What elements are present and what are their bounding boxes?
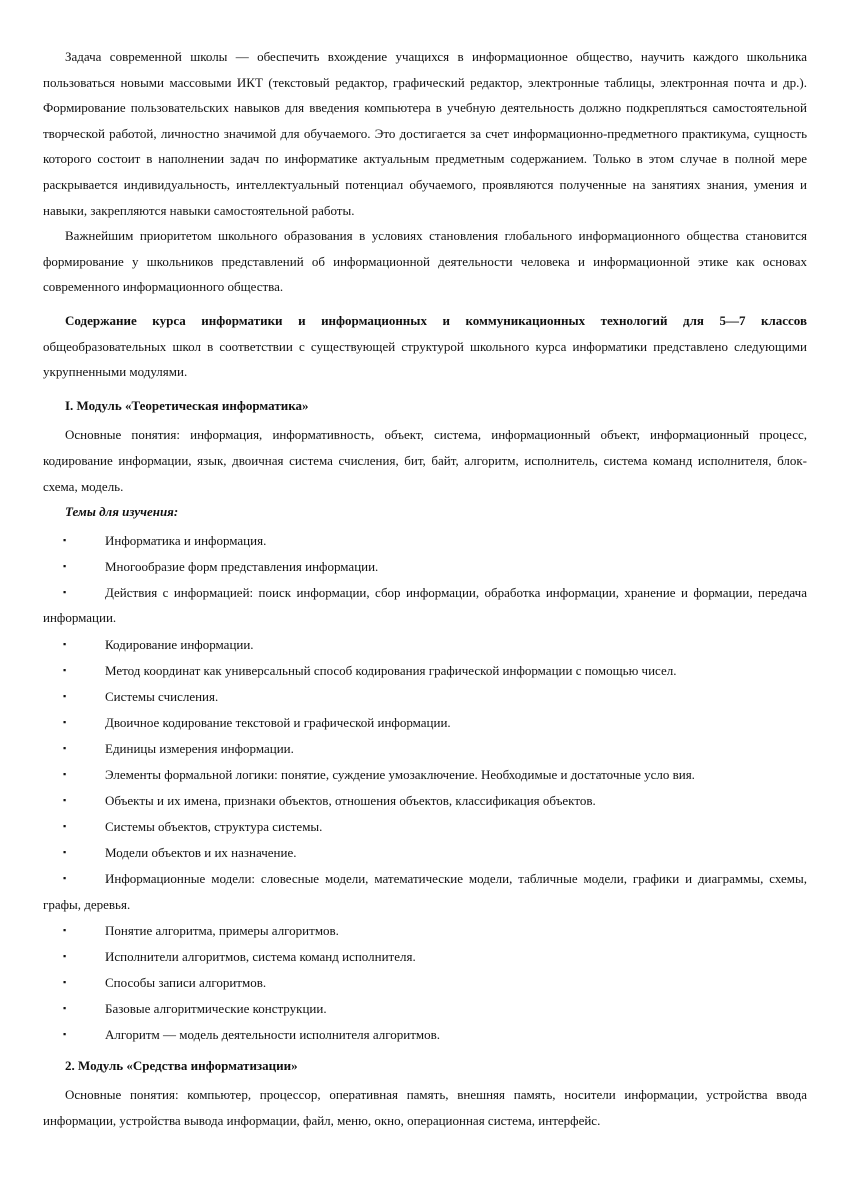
topic-list-item <box>43 658 807 684</box>
topic-text: Метод координат как универсальный способ кодирования графической информации с помощью чисел. <box>105 662 677 678</box>
bullet-icon: ▪ <box>63 951 67 962</box>
module1-topic-list <box>43 528 807 1048</box>
module2-concepts: Основные понятия: компьютер, процессор, оперативная память, внешняя память, носители информации, устройства ввода информации, устройства вывода информации, файл, меню, окно, операционная система, интерфейс. <box>43 1087 807 1128</box>
topic-text: Модели объектов и их назначение. <box>105 845 297 861</box>
bullet-icon: ▪ <box>63 977 67 988</box>
intro-paragraph-1: Задача современной школы — обеспечить вхождение учащихся в информационное общество, научить каждого школьника пользоваться новыми массовыми ИКТ (текстовый редактор, графический редактор, электронные таблицы, электронная почта и др.). Формирование пользовательских навыков для введения компьютера в учебную деятельность должно подкрепляться самостоятельной творческой работой, личностно значимой для обучаемого. Это достигается за счет информационно-предметного практикума, сущность которого состоит в наполнении задач по информатике актуальным предметным содержанием. Только в этом случае в полной мере раскрывается индивидуальность, интеллектуальный потенциал обучаемого, проявляются полученные на занятиях знания, умения и навыки, закрепляются навыки самостоятельной работы. <box>43 49 807 218</box>
bullet-icon: ▪ <box>63 534 67 545</box>
bullet-icon: ▪ <box>63 795 67 806</box>
topic-list-item <box>43 918 807 944</box>
topic-list-item <box>43 866 807 917</box>
topic-text: Базовые алгоритмические конструкции. <box>105 1001 327 1017</box>
module2-heading: 2. Модуль «Средства информатизации» <box>65 1057 298 1073</box>
bullet-icon: ▪ <box>63 638 67 649</box>
bullet-icon: ▪ <box>63 690 67 701</box>
topic-text: Понятие алгоритма, примеры алгоритмов. <box>105 923 339 939</box>
course-content-rest: общеобразовательных школ в соответствии с существующей структурой школьного курса информатики представлено следующими укрупненными модулями. <box>43 338 807 380</box>
topic-list-item <box>43 788 807 814</box>
topic-list-item <box>43 684 807 710</box>
topic-text: Способы записи алгоритмов. <box>105 975 267 991</box>
topic-list-item <box>43 762 807 788</box>
topic-text: Единицы измерения информации. <box>105 740 294 756</box>
topic-list-item <box>43 632 807 658</box>
topic-text: Исполнители алгоритмов, система команд исполнителя. <box>105 949 416 965</box>
course-content-paragraph <box>43 308 807 385</box>
topic-list-item <box>43 970 807 996</box>
topic-text: Действия с информацией: поиск информации, сбор информации, обработка информации, хранение и формации, передача информации. <box>43 584 807 626</box>
bullet-icon: ▪ <box>63 769 67 780</box>
topic-text: Кодирование информации. <box>105 636 254 652</box>
topic-text: Алгоритм — модель деятельности исполнителя алгоритмов. <box>105 1027 441 1043</box>
topic-list-item <box>43 944 807 970</box>
topic-list-item <box>43 528 807 554</box>
topic-text: Информатика и информация. <box>105 532 267 548</box>
bullet-icon: ▪ <box>63 586 67 597</box>
bullet-icon: ▪ <box>63 847 67 858</box>
bullet-icon: ▪ <box>63 873 67 884</box>
bullet-icon: ▪ <box>63 925 67 936</box>
topic-text: Системы счисления. <box>105 688 219 704</box>
spacer <box>43 300 807 308</box>
topic-list-item <box>43 710 807 736</box>
topic-list-item <box>43 736 807 762</box>
bullet-icon: ▪ <box>63 664 67 675</box>
topic-text: Многообразие форм представления информации. <box>105 558 379 574</box>
topic-list-item <box>43 996 807 1022</box>
topic-text: Двоичное кодирование текстовой и графической информации. <box>105 714 451 730</box>
module1-concepts: Основные понятия: информация, информативность, объект, система, информационный объект, информационный процесс, кодирование информации, язык, двоичная система счисления, бит, байт, алгоритм, исполнитель, система команд исполнителя, блок-схема, модель. <box>43 427 807 494</box>
course-content-lead: Содержание курса информатики и информационных и коммуникационных технологий для 5—7 классов <box>65 312 807 328</box>
bullet-icon: ▪ <box>63 560 67 571</box>
topic-list-item <box>43 580 807 631</box>
module1-topics-label: Темы для изучения: <box>65 504 179 520</box>
spacer <box>43 385 807 393</box>
topic-list-item <box>43 1022 807 1048</box>
topic-list-item <box>43 814 807 840</box>
topic-text: Элементы формальной логики: понятие, суждение умозаключение. Необходимые и достаточные усло вия. <box>105 767 695 783</box>
bullet-icon: ▪ <box>63 742 67 753</box>
bullet-icon: ▪ <box>63 1029 67 1040</box>
topic-text: Системы объектов, структура системы. <box>105 819 323 835</box>
bullet-icon: ▪ <box>63 716 67 727</box>
document-page <box>43 44 807 1133</box>
intro-paragraph-2: Важнейшим приоритетом школьного образования в условиях становления глобального информационного общества становится формирование у школьников представлений об информационной деятельности человека и информационной этике как основах современного информационного общества. <box>43 228 807 295</box>
bullet-icon: ▪ <box>63 1003 67 1014</box>
topic-list-item <box>43 554 807 580</box>
topic-list-item <box>43 840 807 866</box>
topic-text: Информационные модели: словесные модели, математические модели, табличные модели, графики и диаграммы, схемы, графы, деревья. <box>43 871 807 912</box>
bullet-icon: ▪ <box>63 821 67 832</box>
topic-text: Объекты и их имена, признаки объектов, отношения объектов, классификация объектов. <box>105 793 596 809</box>
module1-heading: I. Модуль «Теоретическая информатика» <box>65 397 309 413</box>
